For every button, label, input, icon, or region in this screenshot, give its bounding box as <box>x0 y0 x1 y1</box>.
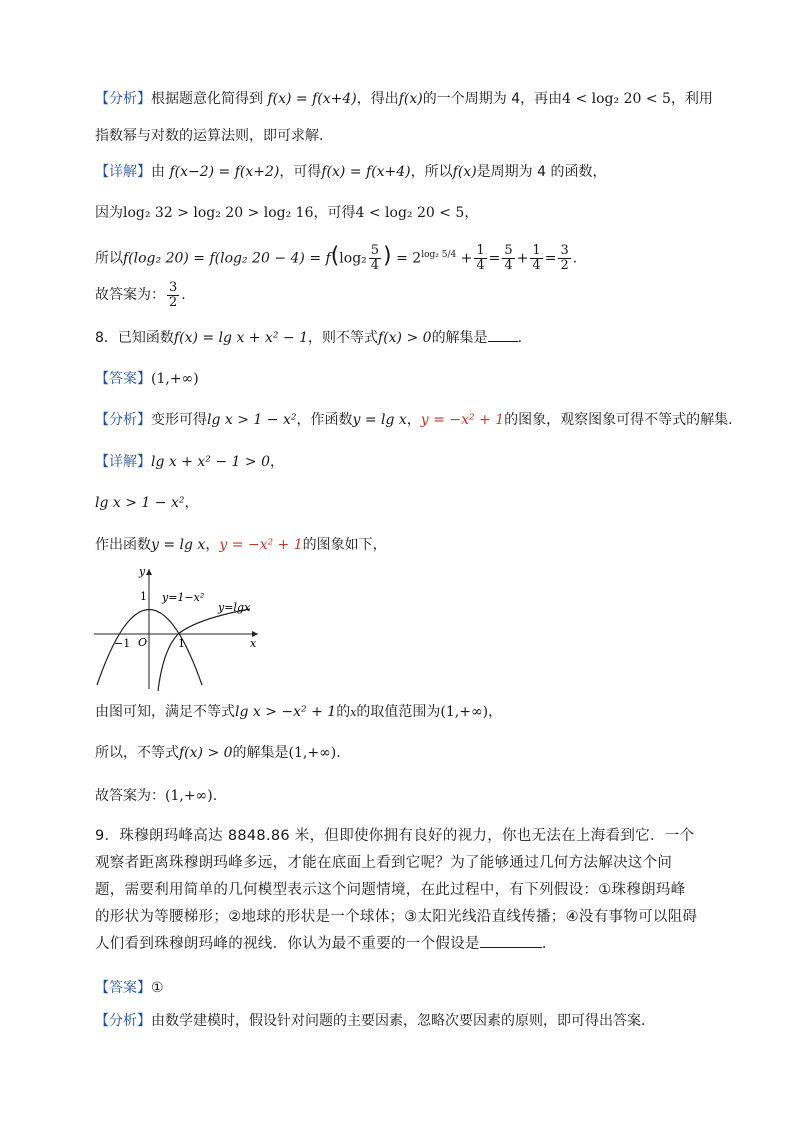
y-one-label: 1 <box>140 590 147 603</box>
analysis-9: 【分析】由数学建模时，假设针对问题的主要因素，忽略次要因素的原则，即可得出答案． <box>95 1013 655 1029</box>
fraction-1-4b: $\frac{1}{4}$ <box>532 243 541 274</box>
parabola-label: y=1−x² <box>162 591 205 604</box>
detail-line-1: 【详解】由 f(x−2) = f(x+2)，可得f(x) = f(x+4)，所以f(x)是周期为 4 的函数， <box>95 164 607 180</box>
fraction-3-2: $\frac{3}{2}$ <box>560 243 569 274</box>
x-axis-label: x <box>250 637 257 650</box>
fraction-final-3-2: $\frac{3}{2}$ <box>169 279 178 310</box>
origin-label: O <box>138 636 148 649</box>
analysis-8: 【分析】变形可得lg x > 1 − x²，作函数y = lg x，y = −x² + 1的图象，观察图象可得不等式的解集. <box>95 412 733 428</box>
y-axis-arrow <box>146 569 152 575</box>
detail-8-line-1: 【详解】lg x + x² − 1 > 0， <box>95 454 284 470</box>
question-8: 8．已知函数f(x) = lg x + x² − 1，则不等式f(x) > 0的解集是 . <box>95 330 523 346</box>
answer-blank-9 <box>480 935 542 948</box>
fraction-5-4b: $\frac{5}{4}$ <box>504 243 513 274</box>
question-9: 9．珠穆朗玛峰高达 8848.86 米，但即使你拥有良好的视力，你也无法在上海看到它．一个观察者距离珠穆朗玛峰多远，才能在底面上看到它呢？为了能够通过几何方法解决这个问题，需要利用简单的几何模型表示这个问题情境，在此过程中，有下列假设：①珠穆朗玛峰的形状为等腰梯形；②地球的形状是一个球体；③太阳光线沿直线传播；④没有事物可以阻碍人们看到珠穆朗玛峰的视线．你认为最不重要的一个假设是 ． <box>95 828 698 952</box>
answer-8: 【答案】(1,+∞) <box>95 371 199 387</box>
detail-tag: 【详解】 <box>95 164 151 180</box>
log-label: y=lgx <box>218 601 251 614</box>
final-answer-8: 故答案为：(1,+∞). <box>95 788 218 804</box>
draw-line: 作出函数y = lg x，y = −x² + 1的图象如下， <box>95 537 387 553</box>
y-axis-label: y <box>139 565 146 578</box>
answer-blank <box>488 329 518 342</box>
analysis-line-2: 指数幂与对数的运算法则，即可求解. <box>95 128 324 144</box>
function-graph <box>92 563 264 691</box>
fraction-5-4: $\frac{5}{4}$ <box>370 243 380 274</box>
so-8: 所以，不等式f(x) > 0的解集是(1,+∞). <box>95 745 341 761</box>
because-line: 因为log₂ 32 > log₂ 20 > log₂ 16，可得4 < log₂ 20 < 5， <box>95 205 479 221</box>
analysis-tag: 【分析】 <box>95 91 151 107</box>
answer-9: 【答案】① <box>95 980 164 996</box>
so-line: 所以f(log₂ 20) = f(log₂ 20 − 4) = f(log₂ $\frac{5}{4}$ ) = $2^{log_2 5/4}$ + $\frac{1}{4}$ = $\frac{5}{4}$ + $\frac{1}{4}$ = $\frac{3}{2}$ . <box>95 243 578 274</box>
log-curve <box>158 609 250 691</box>
x-minus-one-label: −1 <box>114 637 131 650</box>
x-one-label: 1 <box>178 637 185 650</box>
final-answer-7: 故答案为： $\frac{3}{2}$ . <box>95 279 186 310</box>
analysis-line-1: 【分析】根据题意化简得到 f(x) = f(x+4)，得出f(x)的一个周期为 4，再由4 < log₂ 20 < 5，利用 <box>95 91 713 107</box>
answer-tag: 【答案】 <box>95 371 151 387</box>
detail-8-line-2: lg x > 1 − x²， <box>95 495 199 511</box>
graph-conclusion: 由图可知，满足不等式lg x > −x² + 1的x的取值范围为(1,+∞)， <box>95 704 503 720</box>
fraction-1-4: $\frac{1}{4}$ <box>476 243 485 274</box>
